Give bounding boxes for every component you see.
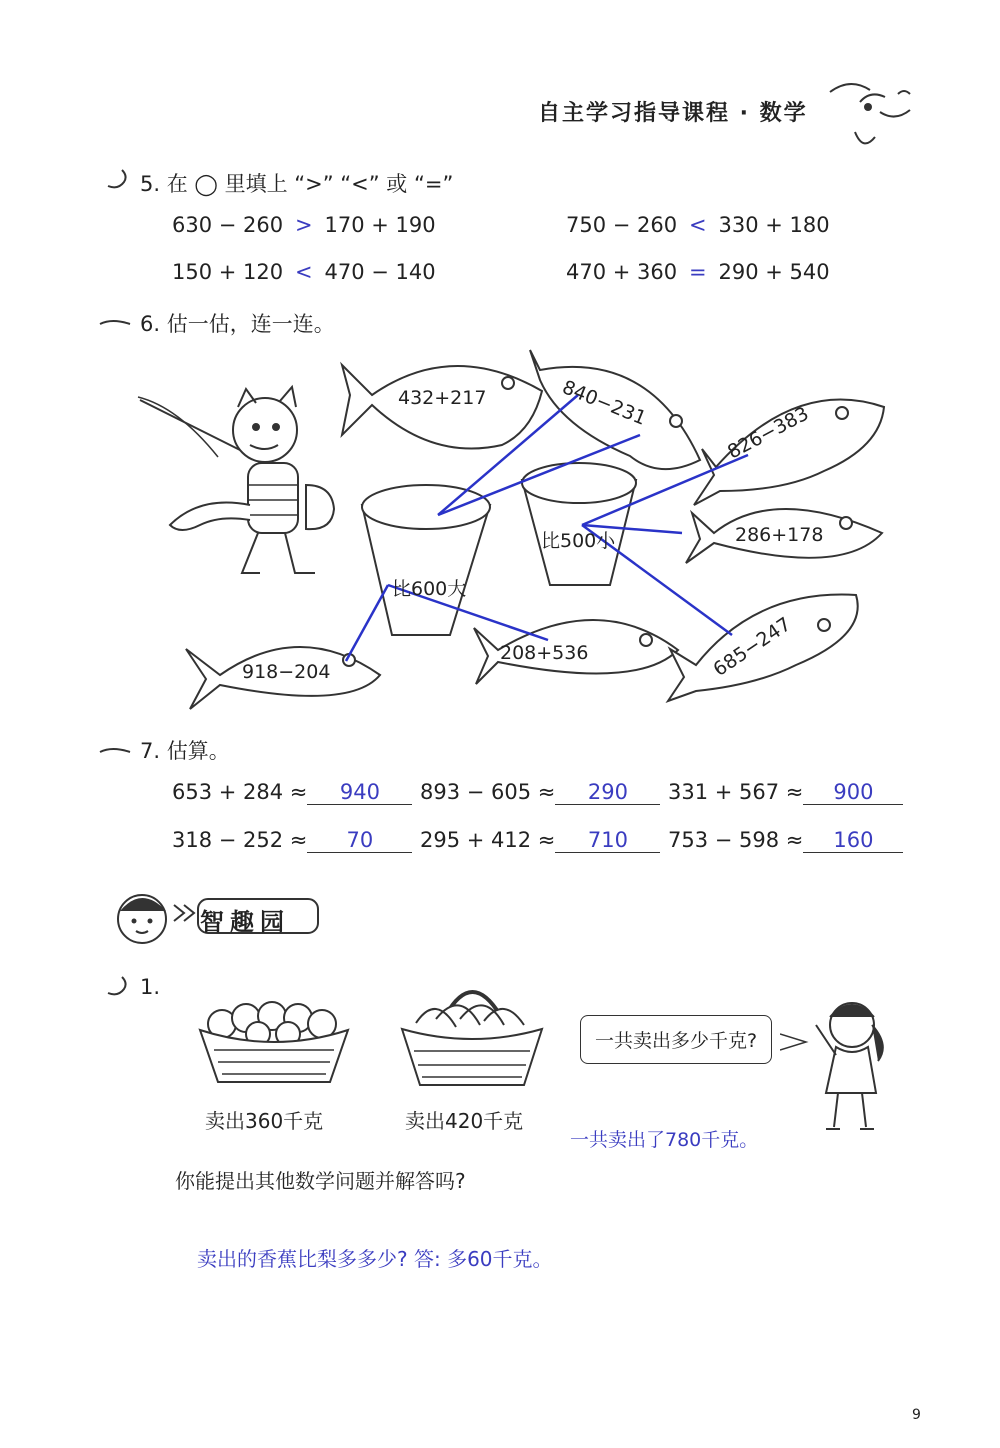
q7-item: 893 − 605 ≈ 290 (420, 780, 660, 805)
compare-answer: = (689, 260, 707, 284)
basket1-label: 卖出360千克 (205, 1109, 324, 1133)
p1-number: 1. (140, 975, 161, 999)
q7-item: 295 + 412 ≈ 710 (420, 828, 660, 853)
fish-label: 432+217 (398, 387, 487, 409)
fish-label: 826−383 (724, 402, 813, 464)
pencil-mark-icon (98, 312, 134, 332)
basket2-label: 卖出420千克 (405, 1109, 524, 1133)
page-header-title: 自主学习指导课程 · 数学 (538, 101, 808, 126)
estimate-answer: 290 (555, 780, 660, 805)
pear-basket-icon (194, 990, 354, 1090)
q6-title: 6. 估一估，连一连。 (140, 312, 335, 336)
pencil-mark-icon (98, 740, 134, 760)
header-doodle-icon (820, 72, 930, 162)
estimate-answer: 900 (803, 780, 903, 805)
q7-title: 7. 估算。 (140, 739, 230, 763)
q5-row-2: 750 − 260 < 330 + 180 (566, 213, 830, 237)
estimate-answer: 160 (803, 828, 903, 853)
bucket-label: 比600大 (392, 578, 467, 600)
pencil-mark-icon (104, 975, 132, 999)
followup-prompt: 你能提出其他数学问题并解答吗? (175, 1169, 466, 1193)
estimate-answer: 710 (555, 828, 660, 853)
fish-label: 840−231 (559, 376, 650, 430)
q5-row-3: 150 + 120 < 470 − 140 (172, 260, 436, 284)
pencil-mark-icon (104, 168, 132, 192)
q5-row-4: 470 + 360 = 290 + 540 (566, 260, 830, 284)
q7-item: 653 + 284 ≈ 940 (172, 780, 412, 805)
section-title: 智趣园 (200, 908, 290, 936)
girl-icon (796, 995, 896, 1145)
compare-answer: < (295, 260, 313, 284)
speech-bubble: 一共卖出多少千克? (580, 1015, 772, 1064)
compare-answer: < (689, 213, 707, 237)
compare-answer: > (295, 213, 313, 237)
fish-label: 208+536 (500, 642, 589, 664)
q5-row-1: 630 − 260 > 170 + 190 (172, 213, 436, 237)
fish-label: 286+178 (735, 524, 824, 546)
bucket-icon (522, 463, 636, 585)
answer-total: 一共卖出了780千克。 (570, 1129, 759, 1151)
estimate-answer: 940 (307, 780, 412, 805)
q7-item: 331 + 567 ≈ 900 (668, 780, 903, 805)
q5-title: 5. 在 ◯ 里填上 “>” “<” 或 “=” (140, 172, 454, 196)
q7-item: 753 − 598 ≈ 160 (668, 828, 903, 853)
cat-fisher-icon (138, 387, 334, 573)
fish-label: 918−204 (242, 661, 331, 683)
q7-item: 318 − 252 ≈ 70 (172, 828, 412, 853)
estimate-answer: 70 (307, 828, 412, 853)
answer-followup: 卖出的香蕉比梨多多少? 答: 多60千克。 (197, 1247, 553, 1271)
fish-label: 685−247 (709, 613, 796, 681)
page-number: 9 (912, 1407, 921, 1423)
banana-basket-icon (396, 975, 546, 1090)
bucket-label: 比500小 (541, 530, 616, 552)
